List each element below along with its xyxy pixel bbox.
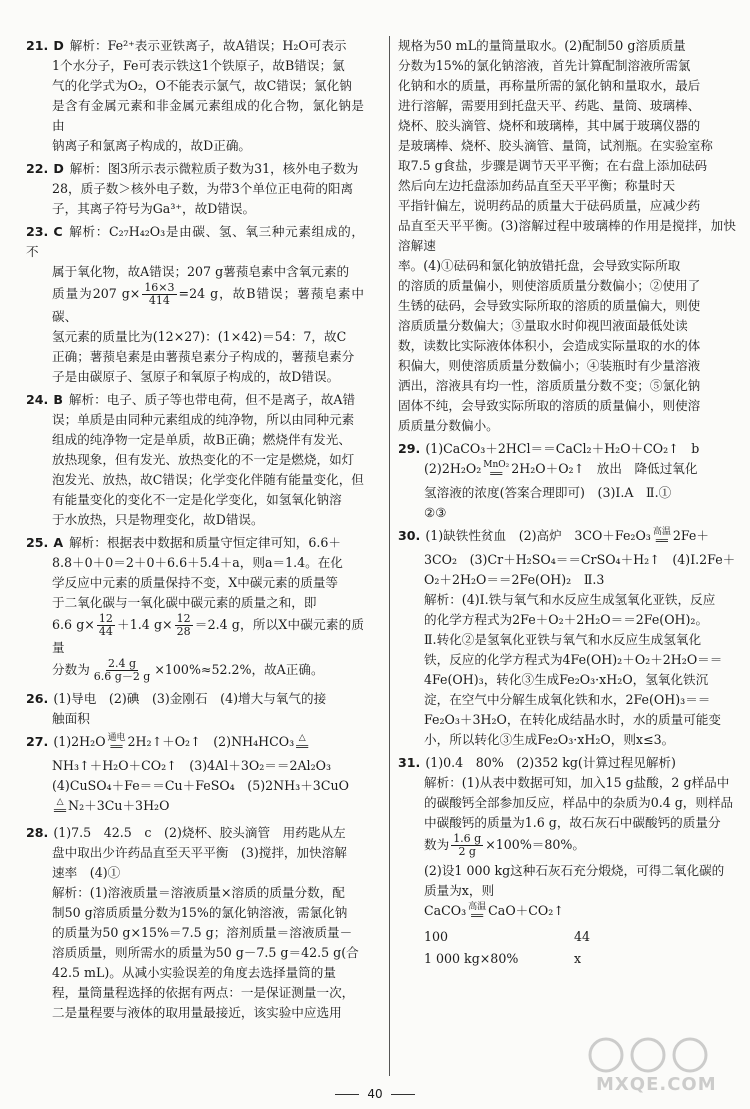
condition-label: 高温 [652,526,671,537]
text-line: 氢溶液的浓度(答案合理即可) (3)Ⅰ.A Ⅱ.① [424,485,672,500]
question-number: 21. [26,38,49,53]
equation-text: (1)2H₂O [53,734,106,749]
text-line: 的化学方程式为2Fe＋O₂＋2H₂O＝＝2Fe(OH)₂。 [424,612,709,627]
question-number: 25. [26,535,49,550]
text-line: 8.8＋0＋0＝2＋0＋6.6＋5.4＋a，则a＝1.4。在化 [52,555,343,570]
watermark-text: MXQE.COM [596,1074,717,1095]
page-number: 40 [0,1084,750,1104]
text-line: 化钠和水的质量，再称量所需的氯化钠和量取水，最后 [398,78,701,93]
fraction-denominator: 6.6 g－2 g [93,670,151,683]
equals-arrow: ══ [490,468,503,480]
stoich-value: 100 [424,929,449,944]
text-line: 是玻璃棒、烧杯、胶头滴管、量筒，试剂瓶。在实验室称 [398,138,713,153]
text-line: 4Fe(OH)₃，转化③生成Fe₂O₃·xH₂O，氢氧化铁沉 [424,672,709,687]
question-23 [26,222,364,387]
text-line: 解析：C₂₇H₄₂O₃是由碳、氢、氧三种元素组成的，不 [26,224,364,259]
text-line: 洒出，溶液具有均一性，溶质质量分数不变；⑤氯化钠 [398,378,701,393]
question-number: 30. [398,528,421,543]
text-line: 泡发光、放热，故C错误；化学变化伴随有能量变化，但 [52,472,364,487]
text-line: 取7.5 g食盐，步骤是调节天平平衡；在右盘上添加砝码 [398,158,708,173]
text-line: 误；单质是由同种元素组成的纯净物，所以由同种元素 [52,412,355,427]
equation-text: CaCO₃ [424,903,467,918]
equation-text: CaO＋CO₂↑ [488,903,564,918]
question-28-continued [398,36,736,436]
formula-line [398,833,736,861]
answer-letter: C [53,224,63,239]
fraction [92,658,153,683]
text-line: 3CO₂ (3)Cr＋H₂SO₄＝＝CrSO₄＋H₂↑ (4)Ⅰ.2Fe＋ [424,552,736,567]
text-line: 生锈的砝码，会导致实际所取的溶质的质量偏大，则使 [398,298,701,313]
equals-arrow: ══ [110,741,123,753]
answer-letter: B [53,392,63,407]
text-line: 的碳酸钙全部参加反应，样品中的杂质为0.4 g，则样品 [424,795,734,810]
watermark-seal-icon [586,1035,736,1075]
watermark-logo [586,1035,736,1101]
text-line: 二是量程要与液体的取用量最接近，该实验中应选用 [52,1005,342,1020]
text-line: 固体不纯，会导致实际所取的溶质的质量偏小，则使溶 [398,398,701,413]
formula-text: ＋1.4 g× [116,617,173,632]
text-line: 解析：根据表中数据和质量守恒定律可知，6.6＋ [69,535,341,550]
text-line: 小，所以转化③生成Fe₂O₃·xH₂O，则x≤3。 [424,732,675,747]
text-line: 28，质子数＞核外电子数，为带3个单位正电荷的阳离 [52,181,354,196]
question-number: 28. [26,825,49,840]
formula-line [26,613,364,658]
text-line: 于水放热，只是物理变化，故D错误。 [52,512,264,527]
formula-line [26,658,364,686]
heat-symbol: △ ══ [296,732,309,753]
text-line: 溶质质量，则所需水的质量为50 g－7.5 g＝42.5 g(合 [52,945,359,960]
text-line: 分数为15%的氯化钠溶液，首先计算配制溶液所需氯 [398,58,691,73]
text-line: NH₃↑＋H₂O＋CO₂↑ (3)4Al＋3O₂＝＝2Al₂O₃ [52,758,331,773]
formula-text: 数为 [424,837,450,852]
fraction [142,282,176,307]
text-line: 钠离子和氯离子构成的，故D正确。 [52,138,252,153]
stoich-value: 1 000 kg×80% [424,951,519,966]
text-line: 42.5 mL)。从减小实验误差的角度去选择量筒的量 [52,965,336,980]
fraction [97,613,115,638]
text-line: 积偏大，则使溶质质量分数偏小；④装瓶时有少量溶液 [398,358,701,373]
fraction-numerator: 1.6 g [453,832,482,845]
text-line: 盘中取出少许药品直至天平平衡 (3)搅拌，加快溶解 [52,845,347,860]
fraction [175,613,193,638]
text-line: 程，量筒量程选择的依据有两点：一是保证测量一次， [52,985,355,1000]
formula-text: 分数为 [52,662,90,677]
equals-arrow: ══ [655,535,668,547]
text-line: 进行溶解，需要用到托盘天平、药匙、量筒、玻璃棒、 [398,98,701,113]
text-line: 品直至天平平衡。(3)溶解过程中玻璃棒的作用是搅拌，加快溶解速 [398,218,736,253]
text-line: 数，读数比实际液体体积小，会造成实际量取的水的体 [398,338,701,353]
equation-text: 2H₂O＋O₂↑ 放出 降低过氧化 [511,461,698,476]
text-line: ②③ [424,505,447,520]
text-line: 解析：Fe²⁺表示亚铁离子，故A错误；H₂O可表示 [69,38,347,53]
heat-symbol: △ ══ [54,796,67,817]
text-line: (1)7.5 42.5 c (2)烧杯、胶头滴管 用药匙从左 [53,825,346,840]
stoichiometry-row [398,949,736,969]
text-line: 解析：电子、质子等也带电荷，但不是离子，故A错 [68,392,356,407]
text-line: 规格为50 mL的量筒量取水。(2)配制50 g溶质质量 [398,38,686,53]
formula-text: 6.6 g× [52,617,95,632]
stoich-value: x [574,951,582,966]
fraction [451,833,483,858]
text-line: 1个水分子，Fe可表示铁这1个铁原子，故B错误；氯 [52,58,345,73]
question-26 [26,689,364,729]
fraction-numerator: 16×3 [144,281,175,294]
fraction-numerator: 2.4 g [108,657,137,670]
question-number: 24. [26,392,49,407]
question-number: 29. [398,441,421,456]
question-27 [26,732,364,820]
text-line: 正确；薯蓣皂素是由薯蓣皂素分子构成的，薯蓣皂素分 [52,349,355,364]
text-line: 质质量分数偏小。 [398,418,499,433]
text-line: 率。(4)①砝码和氯化钠放错托盘，会导致实际所取 [398,258,681,273]
text-line: 解析：图3所示表示微粒质子数为31，核外电子数为 [69,161,359,176]
equation-text: (1)缺铁性贫血 (2)高炉 3CO＋Fe₂O₃ [425,528,651,543]
fraction-numerator: 12 [98,612,113,625]
fraction-denominator: 2 g [458,845,476,858]
text-line: 的溶质的质量偏小，则使溶质质量分数偏小；②使用了 [398,278,701,293]
equation-text: 2Fe＋ [672,528,709,543]
condition-label: MnO₂ [483,459,510,470]
text-line: 于二氧化碳与一氧化碳中碳元素的质量之和，即 [52,595,317,610]
equation-text: 2H₂↑＋O₂↑ (2)NH₄HCO₃ [127,734,295,749]
question-28 [26,823,364,1023]
stoichiometry-row [398,927,736,947]
text-line: 解析：(1)溶液质量＝溶液质量×溶质的质量分数，配 [52,885,345,900]
text-line: 组成的纯净物一定是单质，故B正确；燃烧伴有发光、 [52,432,351,447]
condition-label: 高温 [468,901,487,912]
right-column [398,36,736,972]
text-line: 有能量变化的变化不一定是化学变化，如氢氧化钠溶 [52,492,342,507]
text-line: 速率 (4)① [52,865,121,880]
text-line: (2)设1 000 kg这种石灰石充分煅烧，可得二氧化碳的 [424,863,725,878]
text-line: 平指针偏左，说明药品的质量大于砝码质量，应减少药 [398,198,701,213]
text-line: 解析：(1)从表中数据可知，加入15 g盐酸，2 g样品中 [424,775,730,790]
text-line: 铁，反应的化学方程式为4Fe(OH)₂＋O₂＋2H₂O＝＝ [424,652,723,667]
formula-text: ×100%≈52.2%，故A正确。 [154,662,324,677]
text-line: 溶质质量分数偏大；③量取水时仰视凹液面最低处读 [398,318,688,333]
text-line: 的质量为50 g×15%＝7.5 g；溶剂质量＝溶液质量－ [52,925,353,940]
question-number: 23. [26,224,49,239]
reaction-condition [468,902,486,922]
equals-arrow: ══ [471,910,484,922]
fraction-denominator: 414 [148,294,170,307]
question-24 [26,390,364,530]
fraction-denominator: 28 [176,625,191,638]
question-22 [26,159,364,219]
equation-text: (1)CaCO₃＋2HCl＝＝CaCl₂＋H₂O＋CO₂↑ b [425,441,700,456]
left-column [26,36,364,1026]
text-line: 制50 g溶质质量分数为15%的氯化钠溶液，需氯化钠 [52,905,348,920]
column-divider [389,36,390,1076]
condition-label: 通电 [107,732,126,743]
question-21 [26,36,364,156]
text-line: 解析：(4)Ⅰ.铁与氧气和水反应生成氢氧化亚铁，反应 [424,592,716,607]
text-line: 质量为x，则 [424,883,495,898]
text-line: 放热现象，但有发光、放热变化的不一定是燃烧，如灯 [52,452,355,467]
text-line: Ⅱ.转化②是氢氧化亚铁与氧气和水反应生成氢氧化 [424,632,702,647]
question-number: 22. [26,161,49,176]
formula-text: ＝2.4 g，所以X中碳元素的质量 [52,617,364,655]
text-line: 是含有金属元素和非金属元素组成的化合物，氯化钠是由 [52,98,364,133]
question-25 [26,533,364,686]
fraction-numerator: 12 [176,612,191,625]
question-29 [398,439,736,523]
text-line: 学反应中元素的质量保持不变，X中碳元素的质量等 [52,575,339,590]
formula-text: ×100%＝80%。 [485,837,585,852]
text-line: 属于氧化物，故A错误；207 g薯蓣皂素中含氧元素的 [52,264,350,279]
text-line: O₂＋2H₂O＝＝2Fe(OH)₂ Ⅱ.3 [424,572,605,587]
question-number: 31. [398,755,421,770]
reaction-condition [483,460,509,480]
formula-line [26,282,364,327]
text-line: 然后向左边托盘添加药品直至天平平衡；称量时天 [398,178,676,193]
text-line: 烧杯、胶头滴管、烧杯和玻璃棒，其中属于玻璃仪器的 [398,118,701,133]
formula-text: =24 g，故B错误；薯蓣皂素中碳、 [52,286,364,324]
question-30 [398,526,736,750]
equation-text: N₂＋3Cu＋3H₂O [68,798,170,813]
text-line: (1)0.4 80% (2)352 kg(计算过程见解析) [425,755,676,770]
text-line: (1)导电 (2)碘 (3)金刚石 (4)增大与氧气的接 [53,691,327,706]
answer-letter: D [53,38,64,53]
reaction-condition [108,733,126,753]
fraction-denominator: 44 [98,625,113,638]
stoich-value: 44 [574,929,591,944]
text-line: 气的化学式为O₂，O不能表示氯气，故C错误；氯化钠 [52,78,352,93]
reaction-condition [653,527,671,547]
text-line: 氢元素的质量比为(12×27)：(1×42)＝54：7，故C [52,329,347,344]
question-31 [398,753,736,969]
text-line: (4)CuSO₄＋Fe＝＝Cu＋FeSO₄ (5)2NH₃＋3CuO [52,778,349,793]
equation-line [398,901,736,925]
text-line: 子是由碳原子、氢原子和氧原子构成的，故D错误。 [52,369,340,384]
formula-text: 质量为207 g× [52,286,141,301]
equation-text: (2)2H₂O₂ [424,461,482,476]
text-line: 触面积 [52,711,90,726]
text-line: 子，其离子符号为Ga³⁺，故D错误。 [52,201,256,216]
text-line: Fe₂O₃＋3H₂O，在转化成结晶水时，水的质量可能变 [424,712,721,727]
answer-letter: D [53,161,64,176]
question-number: 26. [26,691,49,706]
answer-letter: A [53,535,64,550]
text-line: 淀，在空气中分解生成氧化铁和水，2Fe(OH)₃＝＝ [424,692,711,707]
question-number: 27. [26,734,49,749]
text-line: 中碳酸钙的质量为1.6 g，故石灰石中碳酸钙的质量分 [424,815,721,830]
